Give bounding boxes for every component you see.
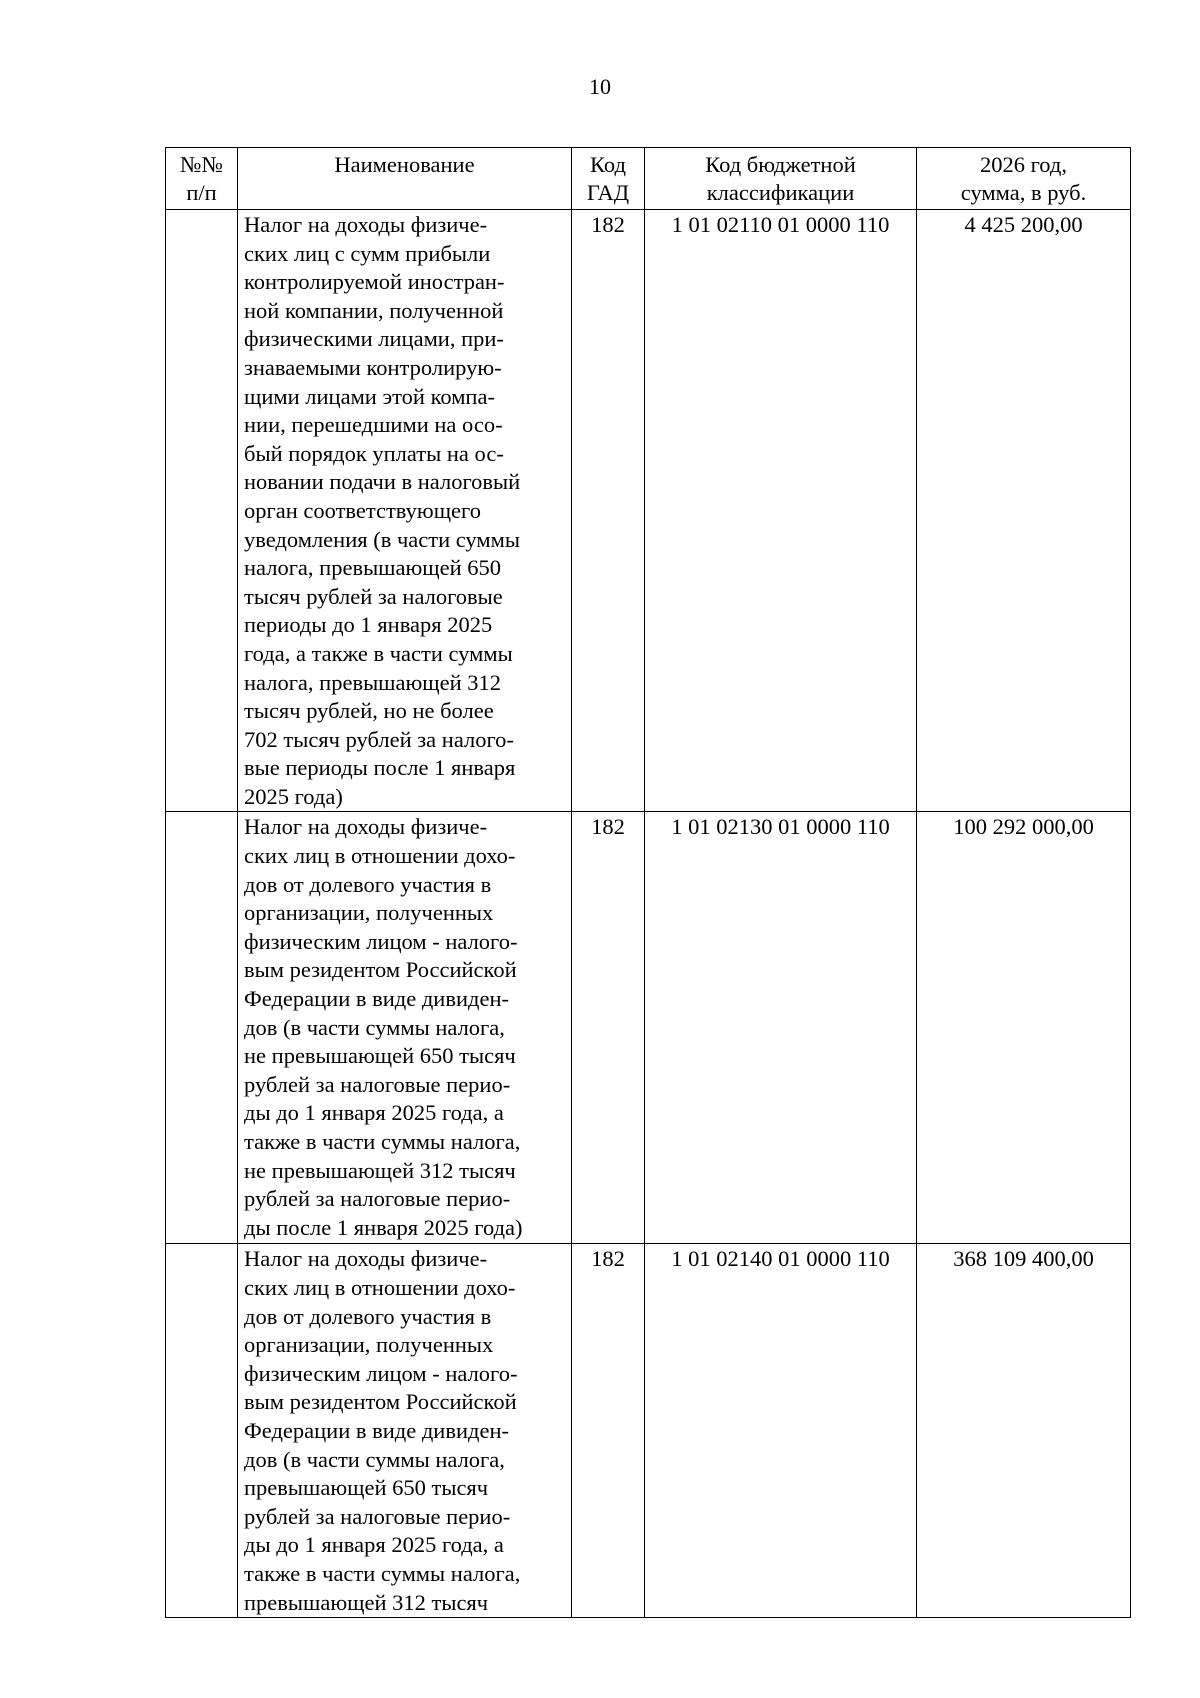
header-kbk-line-2: классификации xyxy=(706,180,855,205)
name-line: физическим лицом - налого- xyxy=(244,928,518,954)
cell-name xyxy=(238,1244,572,1618)
name-line: Федерации в виде дивиден- xyxy=(244,986,509,1012)
header-kbk-line-1: Код бюджетной xyxy=(705,152,856,177)
name-line: организации, полученных xyxy=(244,900,494,926)
name-line: вые периоды после 1 января xyxy=(244,755,516,781)
name-line: также в части суммы налога, xyxy=(244,1129,521,1154)
header-sum xyxy=(917,148,1131,210)
name-line: вым резидентом Российской xyxy=(244,1389,517,1415)
name-line: нии, перешедшими на осо- xyxy=(244,412,503,438)
name-line: физическим лицом - налого- xyxy=(244,1360,518,1386)
header-num xyxy=(166,148,238,210)
cell-kbk: 1 01 02130 01 0000 110 xyxy=(645,812,917,1244)
name-line: также в части суммы налога, xyxy=(244,1561,521,1586)
name-line: дов (в части суммы налога, xyxy=(244,1014,505,1040)
name-line: ских лиц с сумм прибыли xyxy=(244,240,491,266)
cell-sum: 4 425 200,00 xyxy=(917,210,1131,812)
name-line: рублей за налоговые перио- xyxy=(244,1186,511,1212)
cell-kbk: 1 01 02110 01 0000 110 xyxy=(645,210,917,812)
name-line: уведомления (в части суммы xyxy=(244,526,520,552)
table-row xyxy=(166,210,1131,812)
name-line: знаваемыми контролирую- xyxy=(244,354,502,380)
name-line: года, а также в части суммы xyxy=(244,640,513,666)
header-kbk xyxy=(645,148,917,210)
header-num-line-2: п/п xyxy=(186,180,217,205)
cell-gad: 182 xyxy=(572,1244,645,1618)
header-name xyxy=(238,148,572,210)
revenue-table xyxy=(165,147,1131,1618)
name-line: рублей за налоговые перио- xyxy=(244,1503,511,1529)
name-line: дов от долевого участия в xyxy=(244,871,492,897)
name-line: не превышающей 312 тысяч xyxy=(244,1157,516,1183)
header-name-text: Наименование xyxy=(334,152,475,177)
name-line: превышающей 312 тысяч xyxy=(244,1589,489,1615)
header-sum-line-1: 2026 год, xyxy=(980,152,1067,177)
name-line: вым резидентом Российской xyxy=(244,957,517,983)
name-line: тысяч рублей за налоговые xyxy=(244,583,503,609)
name-line: ских лиц в отношении дохо- xyxy=(244,1275,516,1301)
name-line: периоды до 1 января 2025 xyxy=(244,612,493,638)
name-line: физическими лицами, при- xyxy=(244,326,504,352)
name-line: 2025 года) xyxy=(244,783,343,809)
cell-num xyxy=(166,1244,238,1618)
header-gad-line-1: Код xyxy=(590,152,626,177)
name-line: орган соответствующего xyxy=(244,497,481,523)
header-num-line-1: №№ xyxy=(180,152,223,177)
table-row xyxy=(166,812,1131,1244)
name-line: налога, превышающей 312 xyxy=(244,669,502,695)
cell-name xyxy=(238,812,572,1244)
cell-kbk: 1 01 02140 01 0000 110 xyxy=(645,1244,917,1618)
header-sum-line-2: сумма, в руб. xyxy=(960,180,1087,205)
name-line: ских лиц в отношении дохо- xyxy=(244,843,516,869)
name-line: ды до 1 января 2025 года, а xyxy=(244,1100,504,1126)
cell-sum: 100 292 000,00 xyxy=(917,812,1131,1244)
cell-name xyxy=(238,210,572,812)
name-line: 702 тысяч рублей за налого- xyxy=(244,726,514,752)
cell-num xyxy=(166,210,238,812)
name-line: организации, полученных xyxy=(244,1332,494,1358)
name-line: превышающей 650 тысяч xyxy=(244,1475,489,1501)
header-gad-line-2: ГАД xyxy=(586,180,630,205)
name-line: Федерации в виде дивиден- xyxy=(244,1418,509,1444)
table-header-row xyxy=(166,148,1131,210)
name-line: рублей за налоговые перио- xyxy=(244,1071,511,1097)
name-line: щими лицами этой компа- xyxy=(244,383,495,409)
name-line: дов от долевого участия в xyxy=(244,1303,492,1329)
name-line: дов (в части суммы налога, xyxy=(244,1446,505,1472)
cell-sum: 368 109 400,00 xyxy=(917,1244,1131,1618)
name-line: Налог на доходы физиче- xyxy=(244,814,488,840)
name-line: налога, превышающей 650 xyxy=(244,555,502,581)
name-line: ды до 1 января 2025 года, а xyxy=(244,1532,504,1558)
name-line: не превышающей 650 тысяч xyxy=(244,1043,516,1069)
name-line: тысяч рублей, но не более xyxy=(244,698,494,724)
name-line: ды после 1 января 2025 года) xyxy=(244,1214,523,1240)
cell-gad: 182 xyxy=(572,812,645,1244)
name-line: бый порядок уплаты на ос- xyxy=(244,440,504,466)
name-line: контролируемой иностран- xyxy=(244,269,505,295)
table-row xyxy=(166,1244,1131,1618)
page-number: 10 xyxy=(589,74,611,99)
name-line: Налог на доходы физиче- xyxy=(244,212,488,237)
name-line: новании подачи в налоговый xyxy=(244,469,521,495)
cell-gad: 182 xyxy=(572,210,645,812)
name-line: Налог на доходы физиче- xyxy=(244,1246,488,1272)
cell-num xyxy=(166,812,238,1244)
header-gad xyxy=(572,148,645,210)
name-line: ной компании, полученной xyxy=(244,297,504,323)
